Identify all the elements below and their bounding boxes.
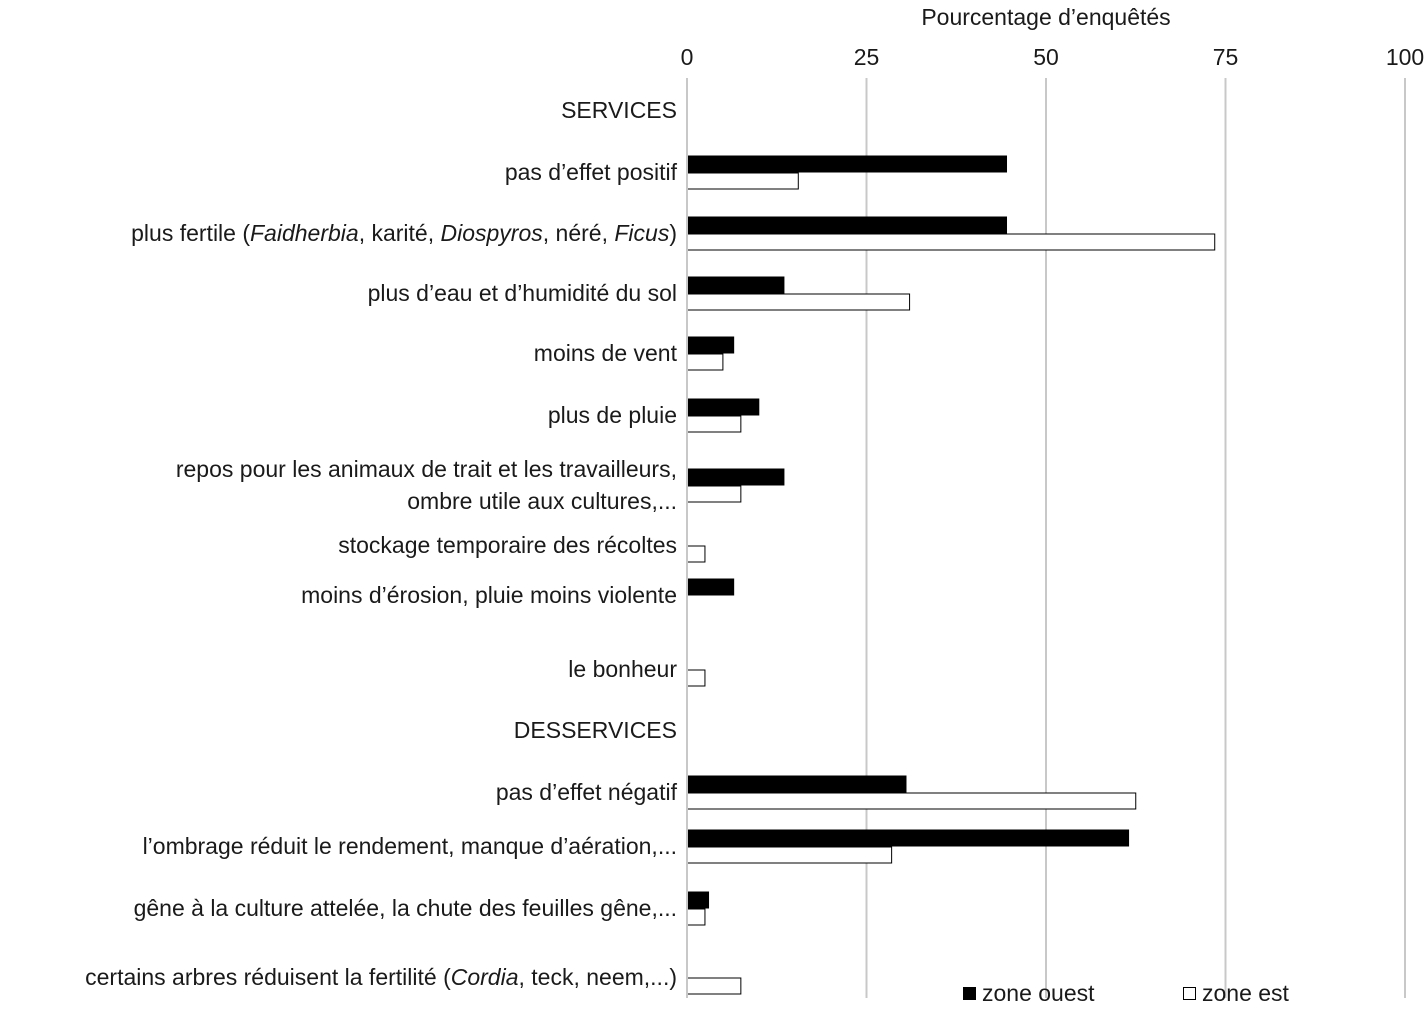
category-label-12 [143,830,677,862]
legend-swatch [1183,987,1196,1000]
legend-label: zone est [1202,980,1289,1006]
category-label-6 [176,453,677,517]
category-label-line: certains arbres réduisent la fertilité (Cordia, teck, neem,...) [85,964,677,990]
bar-zone-est-6 [687,486,741,502]
legend-item-1 [1183,980,1289,1007]
category-label-line: ombre utile aux cultures,... [407,488,677,514]
category-label-line: SERVICES [561,97,677,123]
bar-zone-ouest-2 [687,217,1007,233]
bar-zone-est-13 [687,909,705,925]
bar-zone-est-12 [687,847,892,863]
x-tick-label-0: 0 [680,44,694,70]
bar-zone-ouest-8 [687,579,734,595]
bar-zone-ouest-3 [687,277,784,293]
x-tick-label-1: 25 [853,44,880,70]
bar-zone-ouest-12 [687,830,1129,846]
bar-zone-est-3 [687,294,910,310]
category-label-line: pas d’effet positif [504,159,677,185]
x-tick-label-3: 75 [1212,44,1239,70]
bar-zone-est-2 [687,234,1215,250]
category-label-line: moins de vent [533,340,677,366]
bar-zone-ouest-5 [687,399,759,415]
x-tick-label-4: 100 [1385,44,1424,70]
category-label-7 [338,529,677,561]
category-label-3 [368,277,677,309]
legend-label: zone ouest [982,980,1095,1006]
category-label-line: pas d’effet négatif [495,779,677,805]
category-label-line: gêne à la culture attelée, la chute des feuilles gêne,... [133,895,677,921]
bar-zone-est-1 [687,173,798,189]
category-label-8 [301,579,677,611]
category-label-5 [548,399,677,431]
bar-zone-est-11 [687,793,1136,809]
category-label-line: l’ombrage réduit le rendement, manque d’aération,... [142,833,677,859]
category-label-13 [134,892,677,924]
bar-zone-ouest-13 [687,892,709,908]
legend-item-0 [963,980,1095,1007]
bar-zone-ouest-11 [687,776,906,792]
x-axis-title: Pourcentage d’enquêtés [921,4,1171,30]
bar-zone-ouest-1 [687,156,1007,172]
legend-swatch [963,987,976,1000]
category-label-4 [534,337,677,369]
category-label-14 [85,961,677,993]
bar-zone-est-4 [687,354,723,370]
bar-zone-est-9 [687,670,705,686]
category-label-line: moins d’érosion, pluie moins violente [301,582,677,608]
bar-zone-ouest-4 [687,337,734,353]
bar-zone-est-14 [687,978,741,994]
bar-zone-est-7 [687,546,705,562]
category-label-2 [131,217,677,249]
category-label-1 [505,156,677,188]
category-label-line: plus fertile (Faidherbia, karité, Diospyros, néré, Ficus) [131,220,677,246]
category-label-9 [568,653,677,685]
category-label-line: plus de pluie [547,402,677,428]
category-label-0 [561,94,677,126]
category-label-line: stockage temporaire des récoltes [338,532,677,558]
bar-zone-est-5 [687,416,741,432]
category-label-11 [496,776,677,808]
category-label-10 [514,714,677,746]
bar-zone-ouest-6 [687,469,784,485]
category-label-line: plus d’eau et d’humidité du sol [367,280,677,306]
category-label-line: DESSERVICES [513,717,677,743]
category-label-line: repos pour les animaux de trait et les travailleurs, [175,456,677,482]
x-tick-label-2: 50 [1033,44,1059,70]
category-label-line: le bonheur [568,656,677,682]
